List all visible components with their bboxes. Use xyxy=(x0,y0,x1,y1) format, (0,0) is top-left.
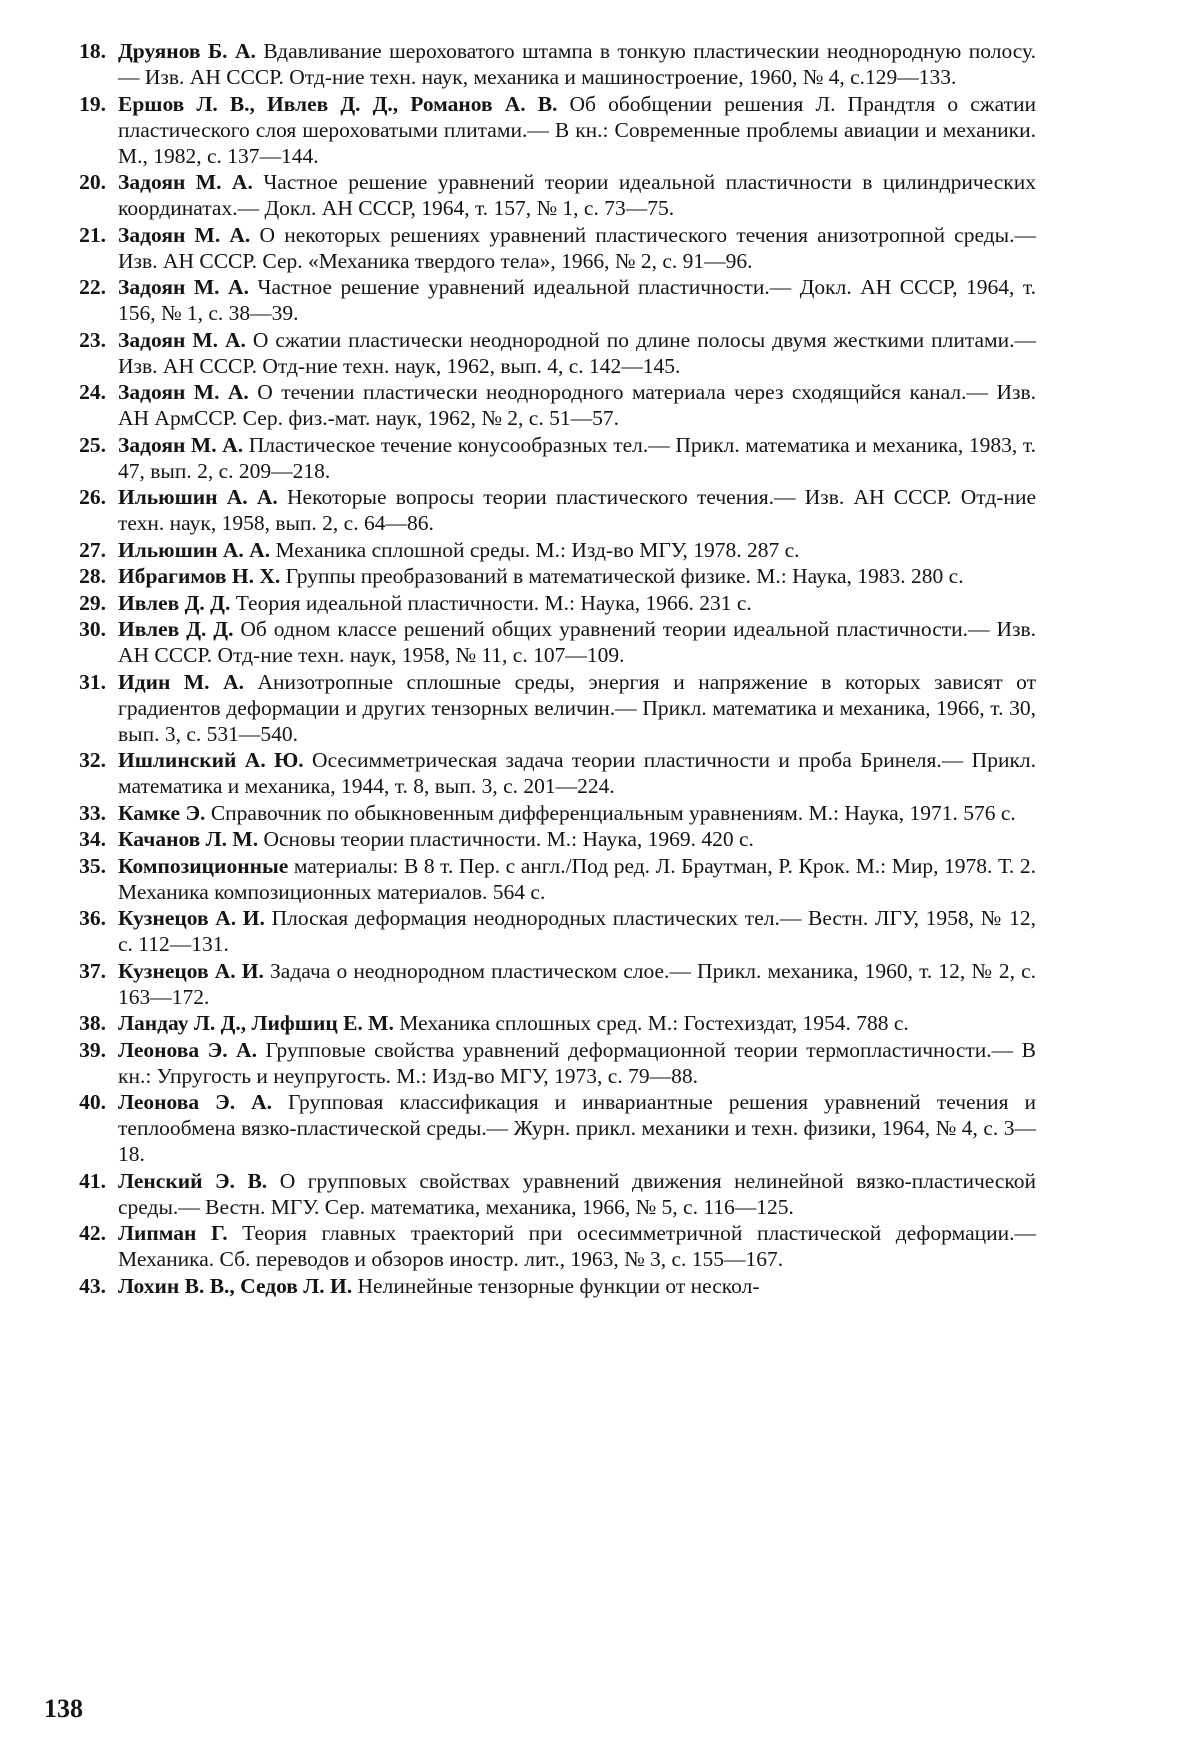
reference-entry xyxy=(60,91,1036,169)
reference-text: Частное решение уравнений теории идеальной пластичности в цилиндрических координатах.— Докл. АН СССР, 1964, т. 157, № 1, с. 73—75. xyxy=(118,170,1037,220)
reference-number: 36. xyxy=(79,906,106,930)
reference-list xyxy=(60,38,1036,1299)
reference-number: 28. xyxy=(79,564,106,588)
reference-number: 40. xyxy=(79,1090,106,1114)
reference-entry xyxy=(60,958,1036,1010)
reference-authors: Задоян М. А. xyxy=(118,275,249,299)
reference-text: О течении пластически неоднородного материала через сходящийся канал.— Изв. АН АрмССР. Сер. физ.-мат. наук, 1962, № 2, с. 51—57. xyxy=(118,380,1037,430)
reference-entry xyxy=(60,905,1036,957)
reference-authors: Задоян М. А. xyxy=(118,380,249,404)
reference-number: 31. xyxy=(79,669,106,694)
reference-number: 20. xyxy=(79,170,106,194)
reference-entry xyxy=(60,169,1036,221)
reference-authors: Липман Г. xyxy=(118,1221,228,1245)
reference-text: Пластическое течение конусообразных тел.— Прикл. математика и механика, 1983, т. 47, вып. 2, с. 209—218. xyxy=(118,432,1037,483)
reference-number: 24. xyxy=(79,380,106,404)
reference-text: Некоторые вопросы теории пластического течения.— Изв. АН СССР. Отд-ние техн. наук, 1958, вып. 2, с. 64—86. xyxy=(118,485,1036,535)
reference-text: Механика сплошной среды. М.: Изд-во МГУ, 1978. 287 с. xyxy=(275,537,800,562)
reference-text: материалы: В 8 т. Пер. с англ./Под ред. Л. Браутман, Р. Крок. М.: Мир, 1978. Т. 2. Механика композиционных материалов. 564 с. xyxy=(118,853,1036,904)
reference-text: Справочник по обыкновенным дифференциальным уравнениям. М.: Наука, 1971. 576 с. xyxy=(210,800,1016,825)
reference-authors: Ландау Л. Д., Лифшиц Е. М. xyxy=(118,1011,394,1035)
reference-number: 43. xyxy=(79,1273,106,1298)
reference-text: Теория главных траекторий при осесимметричной пластической деформации.— Механика. Сб. переводов и обзоров иностр. лит., 1963, № 3, с. 155—167. xyxy=(118,1221,1037,1271)
reference-number: 41. xyxy=(79,1168,106,1193)
reference-number: 21. xyxy=(79,222,106,247)
reference-entry xyxy=(60,379,1036,431)
reference-entry xyxy=(60,853,1036,905)
reference-text: Осесимметрическая задача теории пластичности и проба Бринеля.— Прикл. математика и механика, 1944, т. 8, вып. 3, с. 201—224. xyxy=(118,748,1036,798)
reference-entry xyxy=(60,432,1036,484)
reference-number: 27. xyxy=(79,537,106,562)
reference-number: 39. xyxy=(79,1037,106,1062)
reference-number: 42. xyxy=(79,1221,106,1245)
reference-entry xyxy=(60,327,1036,379)
reference-authors: Ильюшин А. А. xyxy=(118,537,271,562)
reference-authors: Качанов Л. М. xyxy=(118,827,259,851)
reference-number: 26. xyxy=(79,485,106,509)
reference-number: 32. xyxy=(79,748,106,772)
reference-authors: Ивлев Д. Д. xyxy=(118,590,231,615)
reference-entry xyxy=(60,222,1036,274)
reference-text: Теория идеальной пластичности. М.: Наука, 1966. 231 с. xyxy=(235,590,752,615)
reference-entry xyxy=(60,274,1036,326)
reference-entry xyxy=(60,1273,1036,1299)
reference-number: 33. xyxy=(79,800,106,825)
reference-entry xyxy=(60,826,1036,852)
reference-entry xyxy=(60,537,1036,563)
reference-entry xyxy=(60,1168,1036,1220)
reference-text: Механика сплошных сред. М.: Гостехиздат, 1954. 788 с. xyxy=(399,1011,909,1035)
reference-authors: Друянов Б. А. xyxy=(118,39,256,63)
reference-authors: Задоян М. А. xyxy=(118,222,251,247)
reference-authors: Кузнецов А. И. xyxy=(118,906,265,930)
reference-number: 22. xyxy=(79,275,106,299)
reference-text: Групповые свойства уравнений деформационной теории термопластичности.— В кн.: Упругость и неупругость. М.: Изд-во МГУ, 1973, с. 79—88. xyxy=(118,1037,1036,1088)
reference-number: 25. xyxy=(79,432,106,457)
reference-number: 18. xyxy=(79,39,106,63)
reference-number: 37. xyxy=(79,958,106,983)
reference-number: 38. xyxy=(79,1011,106,1035)
reference-entry xyxy=(60,747,1036,799)
reference-number: 30. xyxy=(79,617,106,641)
reference-authors: Ишлинский А. Ю. xyxy=(118,748,304,772)
reference-entry xyxy=(60,1089,1036,1167)
reference-entry xyxy=(60,590,1036,616)
reference-entry xyxy=(60,1220,1036,1272)
reference-text: О некоторых решениях уравнений пластического течения анизотропной среды.— Изв. АН СССР. Сер. «Механика твердого тела», 1966, № 2, с. 91—96. xyxy=(118,222,1036,273)
reference-text: Группы преобразований в математической физике. М.: Наука, 1983. 280 с. xyxy=(285,564,964,588)
reference-entry xyxy=(60,484,1036,536)
reference-entry xyxy=(60,1010,1036,1036)
reference-number: 19. xyxy=(79,91,106,116)
reference-authors: Камке Э. xyxy=(118,800,206,825)
reference-authors: Ершов Л. В., Ивлев Д. Д., Романов А. В. xyxy=(118,91,558,116)
reference-text: Об одном классе решений общих уравнений теории идеальной пластичности.— Изв. АН СССР. Отд-ние техн. наук, 1958, № 11, с. 107—109. xyxy=(118,617,1036,667)
reference-text: Групповая классификация и инвариантные решения уравнений течения и теплообмена вязко-пластической среды.— Журн. прикл. механики и техн. физики, 1964, № 4, с. 3—18. xyxy=(118,1090,1036,1166)
reference-authors: Леонова Э. А. xyxy=(118,1037,257,1062)
reference-authors: Задоян М. А. xyxy=(118,327,246,352)
reference-entry xyxy=(60,669,1036,747)
reference-text: Анизотропные сплошные среды, энергия и напряжение в которых зависят от градиентов деформации и других тензорных величин.— Прикл. математика и механика, 1966, т. 30, вып. 3, с. 531—540. xyxy=(118,669,1036,746)
reference-authors: Задоян М. А. xyxy=(118,170,253,194)
reference-authors: Ленский Э. В. xyxy=(118,1168,268,1193)
reference-authors: Лохин В. В., Седов Л. И. xyxy=(118,1273,353,1298)
reference-text: О сжатии пластически неоднородной по длине полосы двумя жесткими плитами.— Изв. АН СССР. Отд-ние техн. наук, 1962, вып. 4, с. 142—145. xyxy=(118,327,1037,378)
reference-text: Плоская деформация неоднородных пластических тел.— Вестн. ЛГУ, 1958, № 12, с. 112—131. xyxy=(118,906,1036,956)
reference-entry xyxy=(60,563,1036,589)
reference-entry xyxy=(60,1037,1036,1089)
reference-authors: Ильюшин А. А. xyxy=(118,485,278,509)
reference-text: Частное решение уравнений идеальной пластичности.— Докл. АН СССР, 1964, т. 156, № 1, с. 38—39. xyxy=(118,275,1037,325)
reference-authors: Композиционные xyxy=(118,853,289,878)
reference-entry xyxy=(60,616,1036,668)
reference-authors: Задоян М. А. xyxy=(118,432,244,457)
reference-text: Вдавливание шероховатого штампа в тонкую пластическии неоднородную полосу.— Изв. АН СССР. Отд-ние техн. наук, механика и машиностроение, 1960, № 4, с.129—133. xyxy=(118,39,1037,89)
reference-text: Об обобщении решения Л. Прандтля о сжатии пластического слоя шероховатыми плитами.— В кн.: Современные проблемы авиации и механики. М., 1982, с. 137—144. xyxy=(118,91,1037,168)
reference-authors: Ивлев Д. Д. xyxy=(118,617,234,641)
reference-number: 34. xyxy=(79,827,106,851)
reference-entry xyxy=(60,800,1036,826)
reference-number: 35. xyxy=(79,853,106,878)
reference-number: 23. xyxy=(79,327,106,352)
reference-text: Нелинейные тензорные функции от нескол- xyxy=(357,1273,760,1298)
reference-authors: Леонова Э. А. xyxy=(118,1090,272,1114)
reference-authors: Ибрагимов Н. Х. xyxy=(118,564,281,588)
reference-authors: Кузнецов А. И. xyxy=(118,958,264,983)
reference-text: Задача о неоднородном пластическом слое.— Прикл. механика, 1960, т. 12, № 2, с. 163—172. xyxy=(118,958,1037,1009)
reference-text: О групповых свойствах уравнений движения нелинейной вязко-пластической среды.— Вестн. МГУ. Сер. математика, механика, 1966, № 5, с. 116—125. xyxy=(118,1168,1037,1219)
page-number: 138 xyxy=(44,1694,83,1723)
reference-authors: Идин М. А. xyxy=(118,669,244,694)
reference-number: 29. xyxy=(79,590,106,615)
reference-entry xyxy=(60,38,1036,90)
reference-text: Основы теории пластичности. М.: Наука, 1969. 420 с. xyxy=(263,827,754,851)
